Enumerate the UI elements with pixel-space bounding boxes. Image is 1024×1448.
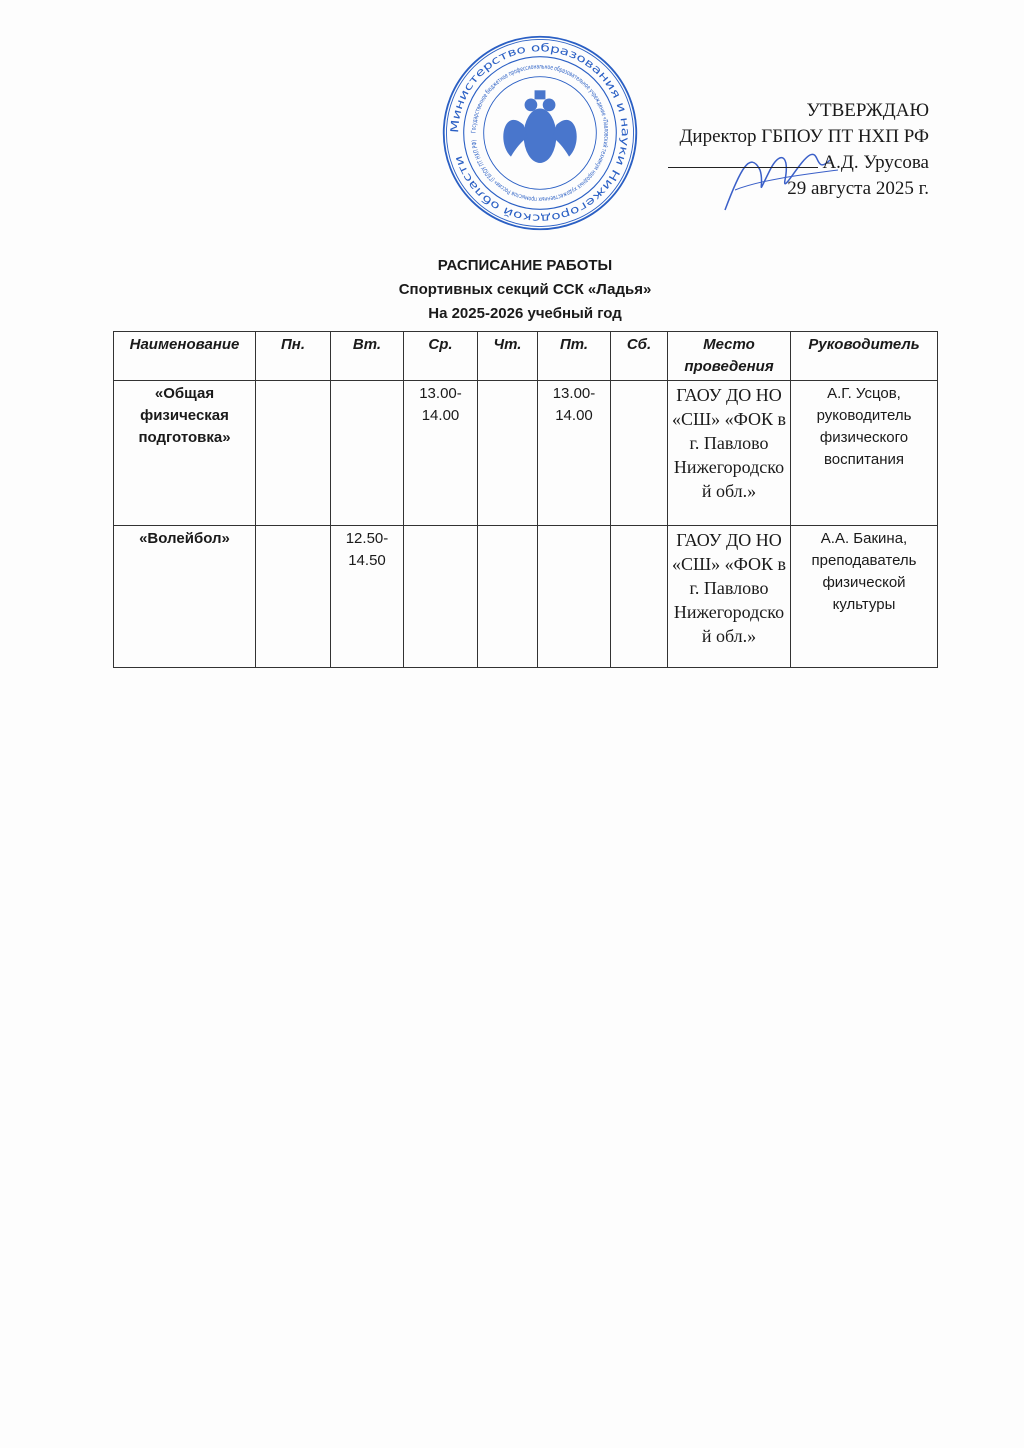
header-name: Наименование	[114, 332, 256, 381]
header-wed: Ср.	[404, 332, 478, 381]
header-tue: Вт.	[331, 332, 404, 381]
header-place: Место проведения	[668, 332, 791, 381]
cell-fri: 13.00-14.00	[538, 381, 611, 526]
cell-place: ГАОУ ДО НО «СШ» «ФОК в г. Павлово Нижегородской обл.»	[668, 381, 791, 526]
cell-leader: А.Г. Усцов, руководитель физического воспитания	[791, 381, 938, 526]
cell-wed	[404, 526, 478, 668]
title-line-1: РАСПИСАНИЕ РАБОТЫ	[437, 257, 613, 274]
cell-wed: 13.00-14.00	[404, 381, 478, 526]
table-row	[114, 381, 938, 526]
cell-tue: 12.50-14.50	[331, 526, 404, 668]
cell-sat	[611, 381, 668, 526]
cell-thu	[478, 381, 538, 526]
eagle-emblem-icon	[503, 90, 576, 163]
cell-fri	[538, 526, 611, 668]
approval-heading: УТВЕРЖДАЮ	[806, 100, 929, 121]
header-mon: Пн.	[256, 332, 331, 381]
title-line-2: Спортивных секций ССК «Ладья»	[398, 281, 652, 298]
approval-block	[668, 98, 929, 202]
approval-name: А.Д. Урусова	[822, 152, 929, 173]
signature-line	[668, 153, 818, 168]
table-row	[114, 526, 938, 668]
approval-signature-line	[668, 150, 929, 176]
header-fri: Пт.	[538, 332, 611, 381]
cell-mon	[256, 526, 331, 668]
approval-date: 29 августа 2025 г.	[787, 178, 929, 199]
stamp-inner-text: Государственное бюджетное профессиональное образовательное учреждение «Павловский техникум народных художественных промыслов России» (ГБПОУ ПТ НХП РФ)	[470, 63, 610, 203]
document-title	[113, 254, 937, 326]
cell-mon	[256, 381, 331, 526]
cell-leader: А.А. Бакина, преподаватель физической культуры	[791, 526, 938, 668]
cell-tue	[331, 381, 404, 526]
table-header-row	[114, 332, 938, 381]
cell-place: ГАОУ ДО НО «СШ» «ФОК в г. Павлово Нижегородской обл.»	[668, 526, 791, 668]
title-line-3: На 2025-2026 учебный год	[428, 305, 622, 322]
schedule-table	[113, 331, 938, 668]
header-leader: Руководитель	[791, 332, 938, 381]
cell-sat	[611, 526, 668, 668]
header-thu: Чт.	[478, 332, 538, 381]
stamp-outer-text: Министерство образования и науки Нижегородской области	[448, 41, 632, 225]
cell-name: «Общая физическая подготовка»	[114, 381, 256, 526]
cell-thu	[478, 526, 538, 668]
official-stamp	[440, 34, 640, 232]
cell-name: «Волейбол»	[114, 526, 256, 668]
header-sat: Сб.	[611, 332, 668, 381]
approval-position: Директор ГБПОУ ПТ НХП РФ	[679, 126, 929, 147]
